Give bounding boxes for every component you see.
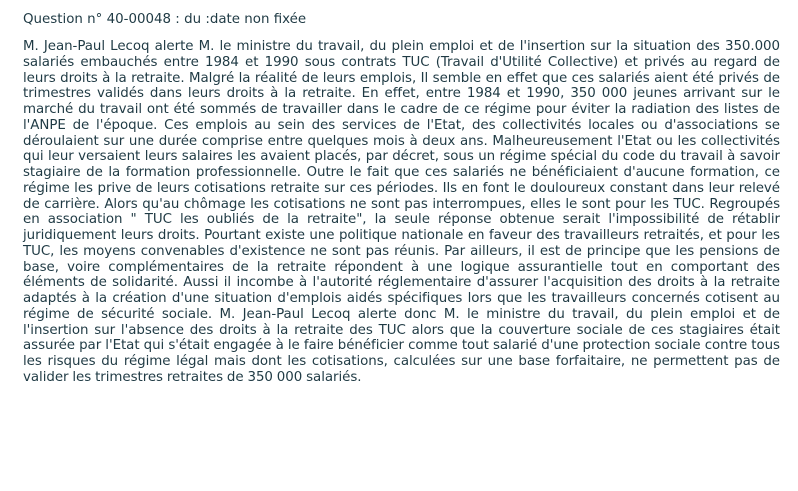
question-body: M. Jean-Paul Lecoq alerte M. le ministre du travail, du plein emploi et de l'insertion sur la situation des 350.000 salariés embauchés entre 1984 et 1990 sous contrats TUC (Travail d'Utilité Collective) et privés au regard de leurs droits à la retraite. Malgré la réalité de leurs emplois, Il semble en effet que ces salariés aient été privés de trimestres validés dans leurs droits à la retraite. En effet, entre 1984 et 1990, 350 000 jeunes arrivant sur le marché du travail ont été sommés de travailler dans le cadre de ce régime pour éviter la radiation des listes de l'ANPE de l'époque. Ces emplois au sein des services de l'Etat, des collectivités locales ou d'associations se déroulaient sur une durée comprise entre quelques mois à deux ans. Malheureusement l'Etat ou les collectivités qui leur versaient leurs salaires les avaient placés, par décret, sous un régime spécial du code du travail à savoir stagiaire de la formation professionnelle. Outre le fait que ces salariés ne bénéficiaient d'aucune formation, ce régime les prive de leurs cotisations retraite sur ces périodes. Ils en font le douloureux constant dans leur relevé de carrière. Alors qu'au chômage les cotisations ne sont pas interrompues, elles le sont pour les TUC. Regroupés en association " TUC les oubliés de la retraite", la seule réponse obtenue serait l'impossibilité de rétablir juridiquement leurs droits. Pourtant existe une politique nationale en faveur des travailleurs retraités, et pour les TUC, les moyens convenables d'existence ne sont pas réunis. Par ailleurs, il est de principe que les pensions de base, voire complémentaires de la retraite répondent à une logique assurantielle tout en comportant des éléments de solidarité. Aussi il incombe à l'autorité réglementaire d'assurer l'acquisition des droits à la retraite adaptés à la création d'une situation d'emplois aidés spécifiques lors que les travailleurs concernés cotisent au régime de sécurité sociale. M. Jean-Paul Lecoq alerte donc M. le ministre du travail, du plein emploi et de l'insertion sur l'absence des droits à la retraite des TUC alors que la couverture sociale de ces stagiaires était assurée par l'Etat qui s'était engagée à le faire bénéficier comme tout salarié d'une protection sociale contre tous les risques du régime légal mais dont les cotisations, calculées sur une base forfaitaire, ne permettent pas de valider les trimestres retraites de 350 000 salariés. xyxy=(23,39,780,385)
question-document xyxy=(23,11,780,386)
question-header: Question n° 40-00048 : du :date non fixée xyxy=(23,12,307,27)
